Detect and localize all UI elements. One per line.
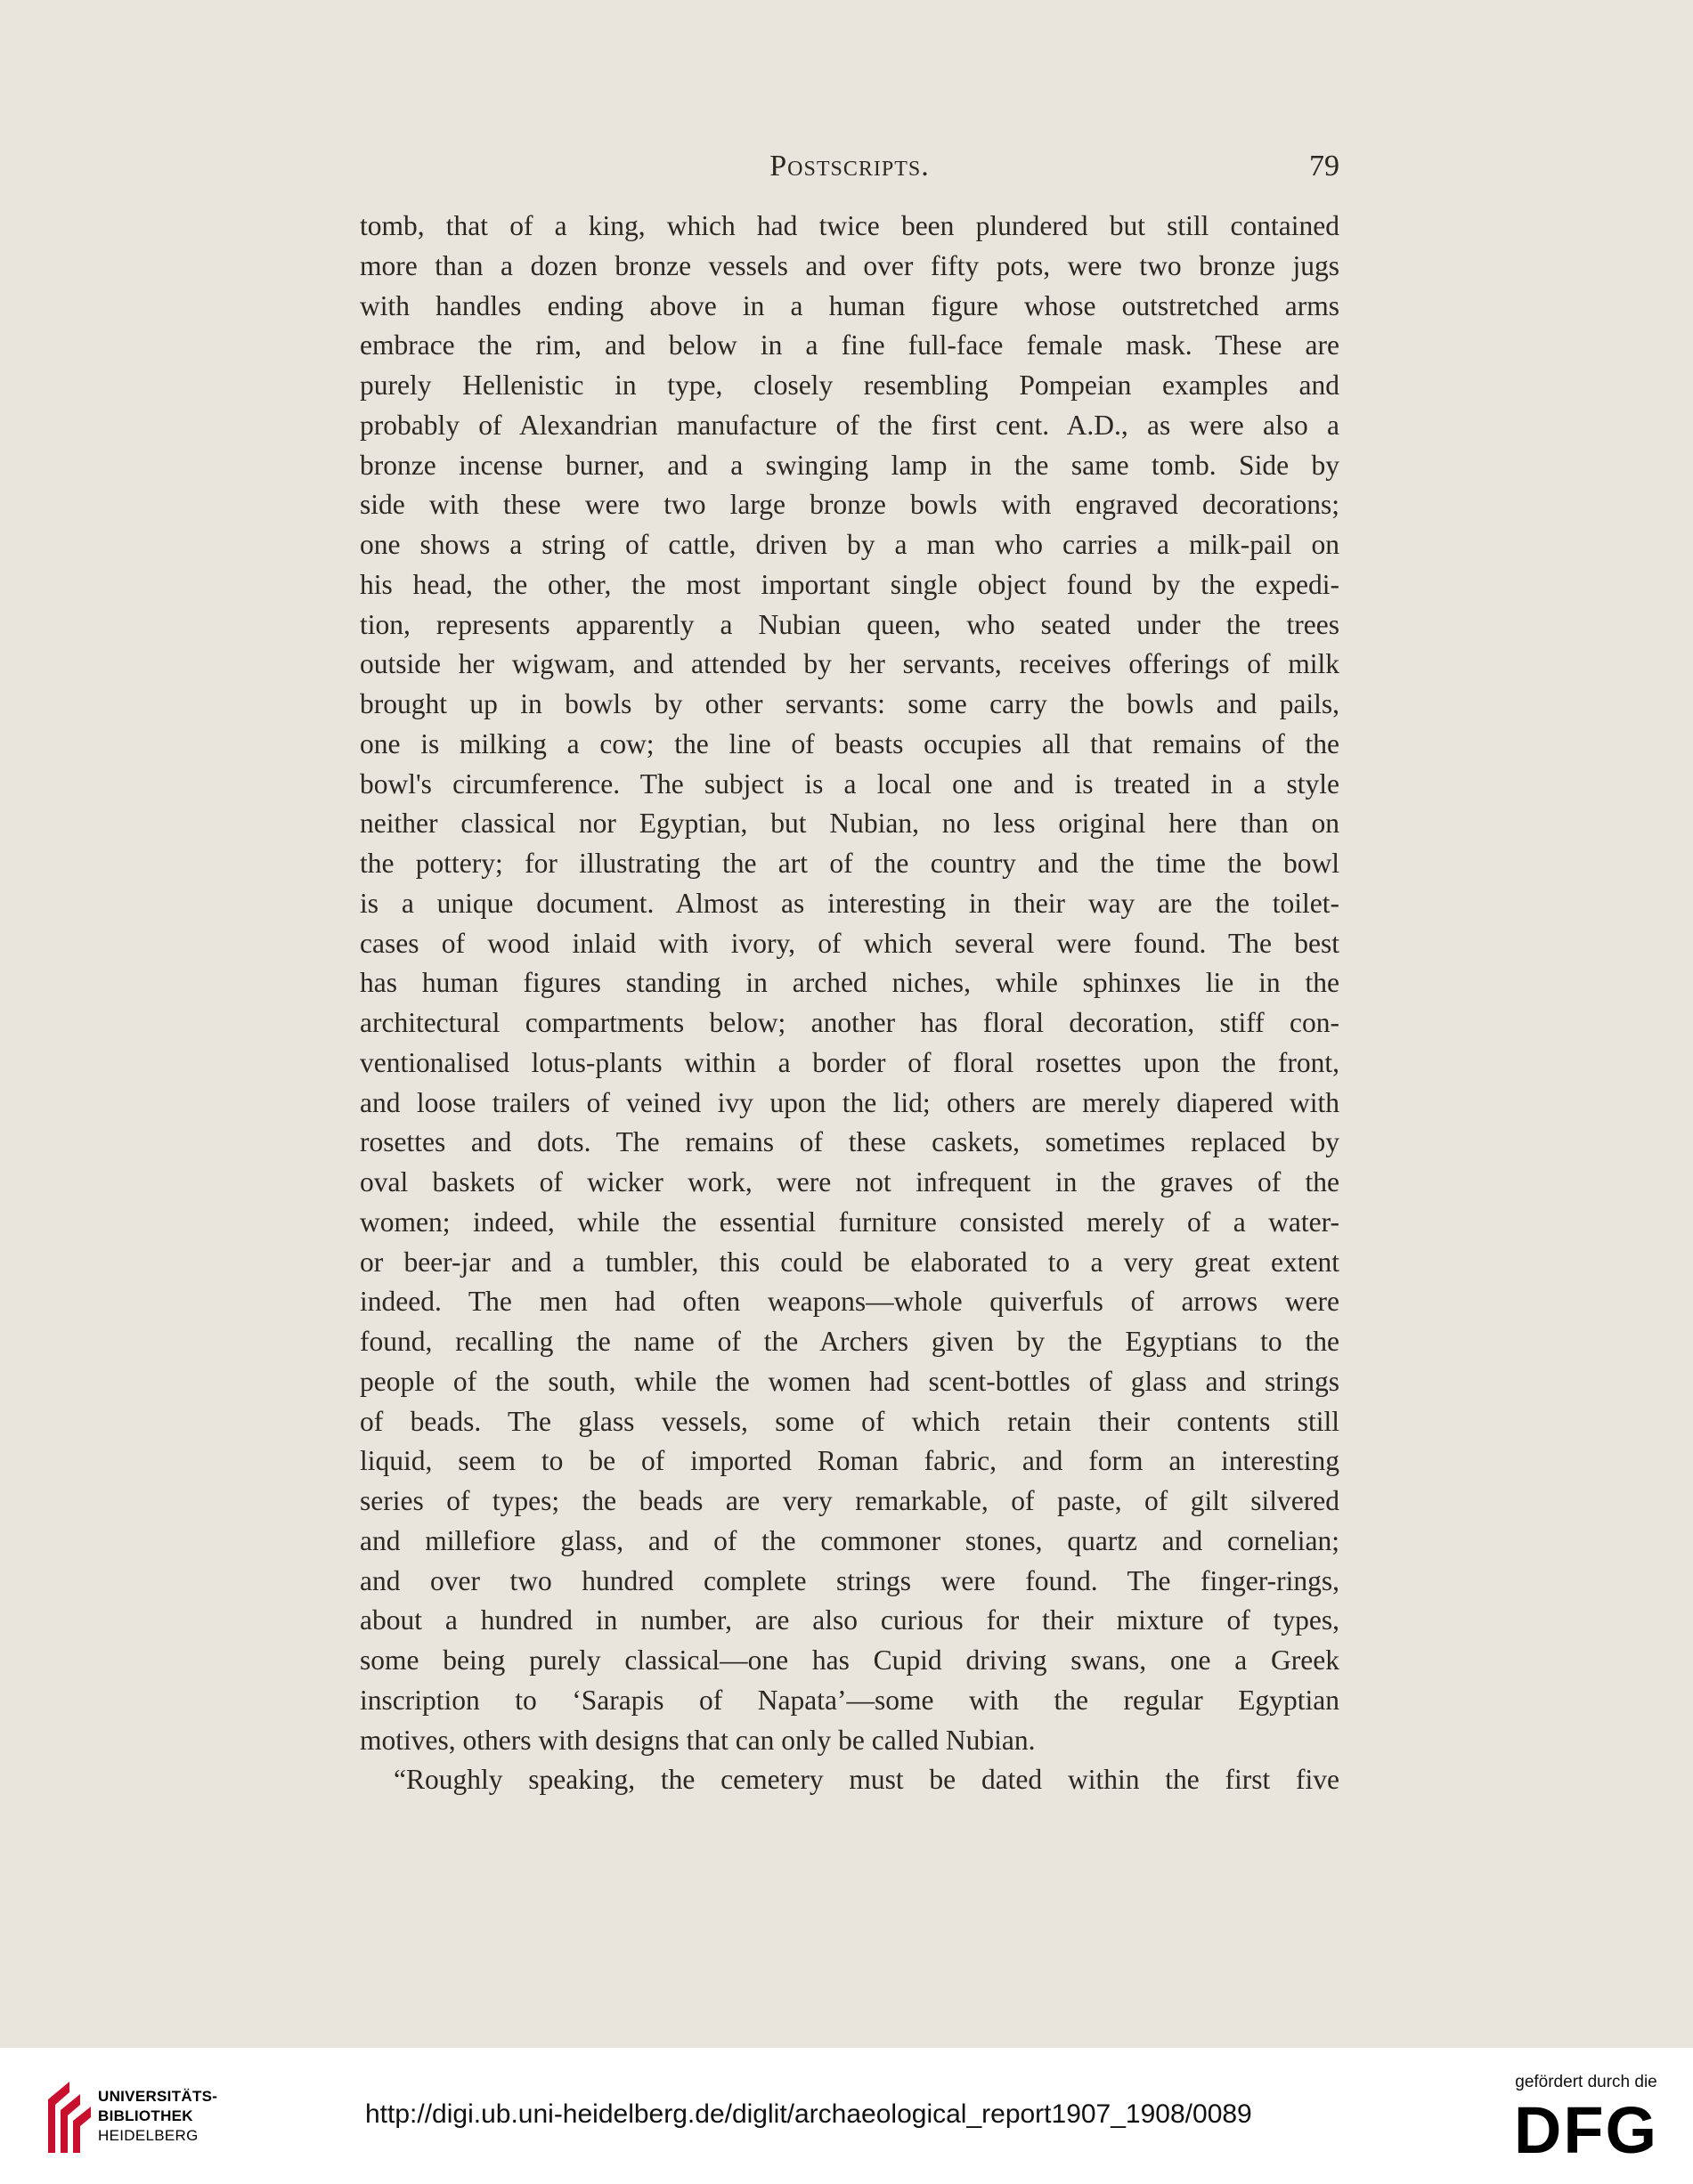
library-name-line-1: UNIVERSITÄTS- bbox=[98, 2088, 218, 2105]
text-line: “Roughly speaking, the cemetery must be dated within the first five bbox=[394, 1764, 1339, 1796]
text-line: liquid, seem to be of imported Roman fabric, and form an interesting bbox=[360, 1445, 1339, 1477]
text-line: one is milking a cow; the line of beasts occupies all that remains of the bbox=[360, 727, 1339, 759]
text-line: is a unique document. Almost as interesting in their way are the toilet- bbox=[360, 887, 1339, 919]
library-name bbox=[98, 2087, 217, 2146]
text-line: the pottery; for illustrating the art of the country and the time the bowl bbox=[360, 848, 1339, 879]
text-line: and loose trailers of veined ivy upon the lid; others are merely diapered with bbox=[360, 1086, 1339, 1118]
text-line: more than a dozen bronze vessels and over fifty pots, were two bronze jugs bbox=[360, 249, 1339, 281]
text-line: bowl's circumference. The subject is a local one and is treated in a style bbox=[360, 767, 1339, 800]
text-line: side with these were two large bronze bowls with engraved decorations; bbox=[360, 489, 1339, 521]
text-line: architectural compartments below; another has floral decoration, stiff con- bbox=[360, 1007, 1339, 1038]
text-line: one shows a string of cattle, driven by a man who carries a milk-pail on bbox=[360, 529, 1339, 560]
text-line: with handles ending above in a human figure whose outstretched arms bbox=[360, 289, 1339, 321]
text-line: some being purely classical—one has Cupid driving swans, one a Greek bbox=[360, 1644, 1339, 1676]
text-line: purely Hellenistic in type, closely resembling Pompeian examples and bbox=[360, 369, 1339, 401]
text-line: neither classical nor Egyptian, but Nubian, no less original here than on bbox=[360, 808, 1339, 840]
text-line: cases of wood inlaid with ivory, of which several were found. The best bbox=[360, 927, 1339, 959]
text-line: outside her wigwam, and attended by her servants, receives offerings of milk bbox=[360, 648, 1339, 680]
text-line: rosettes and dots. The remains of these caskets, sometimes replaced by bbox=[360, 1126, 1339, 1158]
text-line: tion, represents apparently a Nubian queen, who seated under the trees bbox=[360, 608, 1339, 640]
text-line: bronze incense burner, and a swinging lamp in the same tomb. Side by bbox=[360, 449, 1339, 481]
text-line: and millefiore glass, and of the commoner stones, quartz and cornelian; bbox=[360, 1524, 1339, 1556]
text-line: about a hundred in number, are also curious for their mixture of types, bbox=[360, 1604, 1339, 1636]
text-line: inscription to ‘Sarapis of Napata’—some with the regular Egyptian bbox=[360, 1684, 1339, 1716]
library-name-line-3: HEIDELBERG bbox=[98, 2127, 199, 2144]
university-library-logo bbox=[43, 2076, 256, 2156]
text-line: probably of Alexandrian manufacture of the first cent. A.D., as were also a bbox=[360, 409, 1339, 441]
text-line: embrace the rim, and below in a fine full-face female mask. These are bbox=[360, 329, 1339, 361]
text-line: oval baskets of wicker work, were not infrequent in the graves of the bbox=[360, 1166, 1339, 1198]
text-line: of beads. The glass vessels, some of which retain their contents still bbox=[360, 1405, 1339, 1437]
sponsor-caption: gefördert durch die bbox=[1515, 2073, 1657, 2091]
library-emblem-icon bbox=[43, 2076, 94, 2156]
text-line: found, recalling the name of the Archers given by the Egyptians to the bbox=[360, 1326, 1339, 1357]
body-text bbox=[360, 207, 1339, 1800]
running-title: Postscripts. bbox=[769, 150, 930, 183]
text-line: women; indeed, while the essential furniture consisted merely of a water- bbox=[360, 1206, 1339, 1238]
digitization-footer bbox=[0, 2048, 1693, 2184]
text-line: people of the south, while the women had scent-bottles of glass and strings bbox=[360, 1365, 1339, 1397]
text-line: motives, others with designs that can only be called Nubian. bbox=[360, 1724, 1036, 1756]
running-head bbox=[360, 150, 1339, 192]
dfg-logo: DFG bbox=[1513, 2093, 1659, 2167]
text-line: tomb, that of a king, which had twice been plundered but still contained bbox=[360, 210, 1339, 241]
text-line: brought up in bowls by other servants: some carry the bowls and pails, bbox=[360, 688, 1339, 719]
library-name-line-2: BIBLIOTHEK bbox=[98, 2107, 193, 2124]
text-line: ventionalised lotus-plants within a border of floral rosettes upon the front, bbox=[360, 1046, 1339, 1078]
text-line: indeed. The men had often weapons—whole quiverfuls of arrows were bbox=[360, 1286, 1339, 1318]
text-line: his head, the other, the most important single object found by the expedi- bbox=[360, 568, 1339, 600]
dfg-sponsor bbox=[1506, 2073, 1666, 2167]
text-line: series of types; the beads are very remarkable, of paste, of gilt silvered bbox=[360, 1485, 1339, 1516]
text-line: or beer-jar and a tumbler, this could be elaborated to a very great extent bbox=[360, 1246, 1339, 1278]
page-number: 79 bbox=[1309, 150, 1339, 183]
text-line: has human figures standing in arched niches, while sphinxes lie in the bbox=[360, 967, 1339, 999]
text-line: and over two hundred complete strings were found. The finger-rings, bbox=[360, 1564, 1339, 1596]
permalink-url[interactable]: http://digi.ub.uni-heidelberg.de/diglit/archaeological_report1907_1908/0089 bbox=[365, 2099, 1252, 2129]
